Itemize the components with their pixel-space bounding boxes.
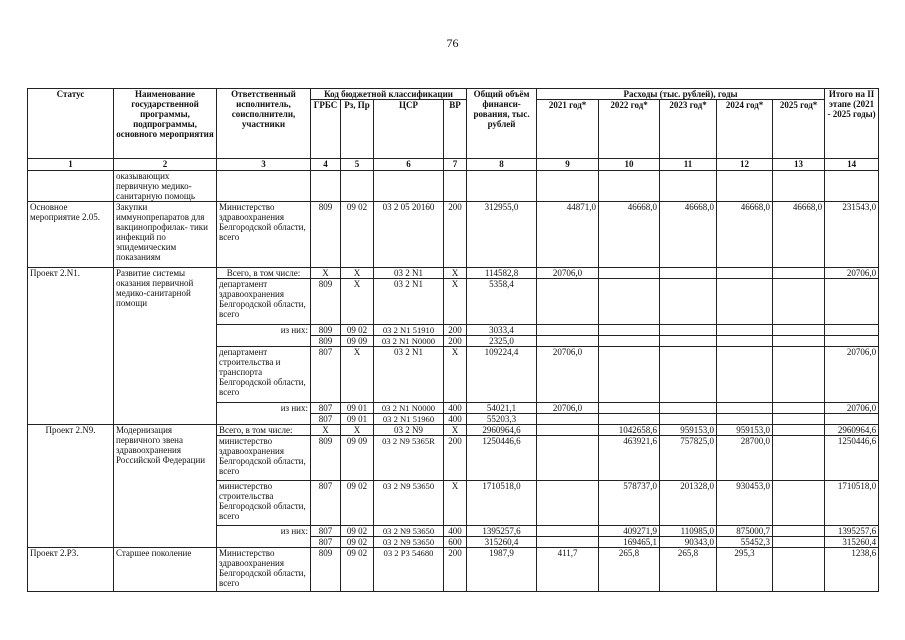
cell-empty — [825, 171, 879, 202]
cell-grbs: 809 — [311, 548, 341, 592]
cell-status: Основное мероприятие 2.05. — [28, 202, 114, 268]
col-number: 12 — [717, 159, 773, 171]
cell-empty — [374, 171, 444, 202]
cell-empty — [773, 171, 825, 202]
cell-result: 231543,0 — [825, 202, 879, 268]
col-number: 9 — [537, 159, 599, 171]
cell-empty — [537, 279, 599, 325]
cell-total: 2960964,6 — [467, 425, 537, 436]
cell-rz: 09 02 — [341, 325, 374, 336]
cell-csr: 03 2 N9 53650 — [374, 481, 444, 526]
cell-empty — [537, 537, 599, 548]
cell-rz: 09 02 — [341, 202, 374, 268]
cell-rz: 09 01 — [341, 403, 374, 414]
header-grbs: ГРБС — [311, 100, 341, 159]
cell-empty — [217, 171, 311, 202]
cell-grbs: 807 — [311, 403, 341, 414]
cell-vr: 600 — [444, 537, 467, 548]
cell-empty — [28, 171, 114, 202]
col-number: 5 — [341, 159, 374, 171]
cell-csr: 03 2 N1 N0000 — [374, 403, 444, 414]
cell-rz: X — [341, 425, 374, 436]
cell-rz: 09 09 — [341, 436, 374, 481]
cell-grbs: 809 — [311, 279, 341, 325]
cell-grbs: 807 — [311, 526, 341, 537]
cell-grbs: 809 — [311, 336, 341, 347]
cell-empty — [773, 537, 825, 548]
cell-responsible: Всего, в том числе: — [217, 268, 311, 279]
cell-empty — [599, 414, 660, 425]
cell-vr: X — [444, 347, 467, 403]
cell-result: 1395257,6 — [825, 526, 879, 537]
cell-2021: 44871,0 — [537, 202, 599, 268]
cell-empty — [660, 414, 717, 425]
cell-rz: 09 02 — [341, 481, 374, 526]
cell-empty — [444, 171, 467, 202]
cell-csr: 03 2 N9 53650 — [374, 537, 444, 548]
cell-status: Проект 2.N1. — [28, 268, 114, 425]
cell-total: 1710518,0 — [467, 481, 537, 526]
cell-empty — [717, 347, 773, 403]
cell-grbs: X — [311, 268, 341, 279]
cell-empty — [825, 325, 879, 336]
cell-grbs: 807 — [311, 347, 341, 403]
cell-empty — [717, 279, 773, 325]
cell-empty — [660, 347, 717, 403]
cell-empty — [717, 325, 773, 336]
cell-empty — [773, 325, 825, 336]
cell-total: 1395257,6 — [467, 526, 537, 537]
cell-empty — [537, 481, 599, 526]
cell-status: Проект 2.N9. — [28, 425, 114, 548]
col-number: 2 — [114, 159, 217, 171]
cell-2021: 411,7 — [537, 548, 599, 592]
cell-responsible: Всего, в том числе: — [217, 425, 311, 436]
cell-empty — [825, 336, 879, 347]
cell-vr: 400 — [444, 414, 467, 425]
table-row — [28, 268, 879, 279]
cell-vr: 200 — [444, 336, 467, 347]
cell-name: Модернизация первичного звена здравоохранения Российской Федерации — [114, 425, 217, 548]
cell-name: Закупки иммунопрепаратов для вакцинопрофилак- тики инфекций по эпидемическим показаниям — [114, 202, 217, 268]
cell-result: 2960964,6 — [825, 425, 879, 436]
cell-empty — [825, 414, 879, 425]
cell-empty — [537, 171, 599, 202]
cell-2022: 265,8 — [599, 548, 660, 592]
header-expenses-group: Расходы (тыс. рублей), годы — [537, 89, 825, 100]
cell-responsible: из них: — [217, 403, 311, 425]
header-vr: ВР — [444, 100, 467, 159]
cell-empty — [773, 481, 825, 526]
cell-empty — [660, 336, 717, 347]
cell-empty — [537, 436, 599, 481]
cell-2022: 463921,6 — [599, 436, 660, 481]
cell-2024: 46668,0 — [717, 202, 773, 268]
cell-name: Старшее поколение — [114, 548, 217, 592]
cell-responsible: министерство здравоохранения Белгородской области, всего — [217, 436, 311, 481]
col-number: 14 — [825, 159, 879, 171]
cell-csr: 03 2 N1 N0000 — [374, 336, 444, 347]
cell-result: 20706,0 — [825, 347, 879, 403]
cell-2023: 201328,0 — [660, 481, 717, 526]
cell-2024: 55452,3 — [717, 537, 773, 548]
cell-name: Развитие системы оказания первичной медико-санитарной помощи — [114, 268, 217, 425]
cell-grbs: 809 — [311, 202, 341, 268]
cell-2021: 20706,0 — [537, 268, 599, 279]
cell-2023: 959153,0 — [660, 425, 717, 436]
cell-rz: X — [341, 268, 374, 279]
cell-empty — [599, 347, 660, 403]
cell-total: 5358,4 — [467, 279, 537, 325]
cell-total: 315260,4 — [467, 537, 537, 548]
col-number: 3 — [217, 159, 311, 171]
cell-empty — [825, 279, 879, 325]
cell-total: 114582,8 — [467, 268, 537, 279]
cell-csr: 03 2 N1 51960 — [374, 414, 444, 425]
cell-responsible: из них: — [217, 526, 311, 548]
col-number: 6 — [374, 159, 444, 171]
cell-total: 55203,3 — [467, 414, 537, 425]
cell-vr: 200 — [444, 202, 467, 268]
cell-empty — [773, 425, 825, 436]
cell-responsible: департамент здравоохранения Белгородской области, всего — [217, 279, 311, 325]
cell-empty — [660, 279, 717, 325]
cell-csr: 03 2 N9 5365R — [374, 436, 444, 481]
table-row — [28, 202, 879, 268]
cell-empty — [537, 425, 599, 436]
header-2021: 2021 год* — [537, 100, 599, 159]
cell-2023: 110985,0 — [660, 526, 717, 537]
cell-total: 54021,1 — [467, 403, 537, 414]
cell-2023: 90343,0 — [660, 537, 717, 548]
cell-csr: 03 2 N1 — [374, 279, 444, 325]
cell-vr: 200 — [444, 325, 467, 336]
cell-empty — [599, 171, 660, 202]
table-header — [28, 89, 879, 171]
cell-2024: 959153,0 — [717, 425, 773, 436]
cell-rz: 09 01 — [341, 414, 374, 425]
cell-result: 1710518,0 — [825, 481, 879, 526]
header-2022: 2022 год* — [599, 100, 660, 159]
cell-empty — [717, 268, 773, 279]
cell-2024: 930453,0 — [717, 481, 773, 526]
cell-2022: 1042658,6 — [599, 425, 660, 436]
header-total: Общий объём финанси- рования, тыс. рублей — [467, 89, 537, 159]
cell-empty — [773, 279, 825, 325]
col-number: 11 — [660, 159, 717, 171]
cell-responsible: департамент строительства и транспорта Белгородской области, всего — [217, 347, 311, 403]
header-2025: 2025 год* — [773, 100, 825, 159]
cell-2024: 28700,0 — [717, 436, 773, 481]
cell-2024: 295,3 — [717, 548, 773, 592]
header-csr: ЦСР — [374, 100, 444, 159]
cell-responsible: Министерство здравоохранения Белгородской области, всего — [217, 202, 311, 268]
header-code-group: Код бюджетной классификации — [311, 89, 467, 100]
cell-empty — [773, 403, 825, 414]
cell-total: 3033,4 — [467, 325, 537, 336]
cell-empty — [773, 548, 825, 592]
cell-empty — [599, 403, 660, 414]
cell-empty — [773, 436, 825, 481]
cell-result: 1250446,6 — [825, 436, 879, 481]
cell-responsible: из них: — [217, 325, 311, 347]
cell-csr: 03 2 N1 — [374, 347, 444, 403]
header-responsible: Ответственный исполнитель, соисполнители, участники — [217, 89, 311, 159]
cell-csr: 03 2 05 20160 — [374, 202, 444, 268]
cell-2024: 875000,7 — [717, 526, 773, 537]
cell-empty — [660, 325, 717, 336]
header-result: Итого на II этапе (2021 - 2025 годы) — [825, 89, 879, 159]
cell-csr: 03 2 N9 53650 — [374, 526, 444, 537]
cell-grbs: 807 — [311, 481, 341, 526]
cell-vr: X — [444, 481, 467, 526]
cell-empty — [537, 526, 599, 537]
cell-rz: X — [341, 347, 374, 403]
cell-vr: 400 — [444, 526, 467, 537]
cell-2023: 757825,0 — [660, 436, 717, 481]
budget-table — [27, 88, 879, 592]
cell-total: 1250446,6 — [467, 436, 537, 481]
cell-rz: X — [341, 279, 374, 325]
header-status: Статус — [28, 89, 114, 159]
cell-empty — [467, 171, 537, 202]
table-row — [28, 548, 879, 592]
cell-grbs: X — [311, 425, 341, 436]
col-number: 1 — [28, 159, 114, 171]
cell-total: 109224,4 — [467, 347, 537, 403]
cell-grbs: 807 — [311, 537, 341, 548]
table-row — [28, 171, 879, 202]
cell-vr: X — [444, 268, 467, 279]
cell-2023: 46668,0 — [660, 202, 717, 268]
cell-empty — [660, 403, 717, 414]
cell-total: 2325,0 — [467, 336, 537, 347]
cell-empty — [537, 414, 599, 425]
cell-empty — [773, 268, 825, 279]
cell-empty — [599, 279, 660, 325]
cell-empty — [717, 414, 773, 425]
col-number: 13 — [773, 159, 825, 171]
cell-vr: X — [444, 279, 467, 325]
cell-grbs: 809 — [311, 325, 341, 336]
cell-2021: 20706,0 — [537, 347, 599, 403]
cell-rz: 09 02 — [341, 537, 374, 548]
cell-csr: 03 2 P3 54680 — [374, 548, 444, 592]
cell-rz: 09 02 — [341, 526, 374, 537]
column-numbers-row — [28, 159, 879, 171]
col-number: 7 — [444, 159, 467, 171]
cell-empty — [660, 268, 717, 279]
cell-status: Проект 2.P3. — [28, 548, 114, 592]
cell-responsible: Министерство здравоохранения Белгородской области, всего — [217, 548, 311, 592]
cell-result: 1238,6 — [825, 548, 879, 592]
cell-empty — [717, 336, 773, 347]
header-2024: 2024 год* — [717, 100, 773, 159]
header-2023: 2023 год* — [660, 100, 717, 159]
cell-vr: X — [444, 425, 467, 436]
cell-empty — [773, 526, 825, 537]
cell-rz: 09 09 — [341, 336, 374, 347]
col-number: 8 — [467, 159, 537, 171]
cell-vr: 200 — [444, 436, 467, 481]
cell-empty — [773, 336, 825, 347]
cell-csr: 03 2 N9 — [374, 425, 444, 436]
cell-responsible: министерство строительства Белгородской области, всего — [217, 481, 311, 526]
cell-grbs: 807 — [311, 414, 341, 425]
cell-rz: 09 02 — [341, 548, 374, 592]
cell-grbs: 809 — [311, 436, 341, 481]
cell-empty — [599, 268, 660, 279]
cell-empty — [773, 414, 825, 425]
cell-result: 20706,0 — [825, 403, 879, 414]
cell-2022: 46668,0 — [599, 202, 660, 268]
cell-empty — [717, 171, 773, 202]
header-rz: Рз, Пр — [341, 100, 374, 159]
cell-empty — [537, 325, 599, 336]
cell-vr: 200 — [444, 548, 467, 592]
cell-result: 20706,0 — [825, 268, 879, 279]
cell-empty — [660, 171, 717, 202]
cell-2025: 46668,0 — [773, 202, 825, 268]
cell-empty — [599, 325, 660, 336]
cell-2023: 265,8 — [660, 548, 717, 592]
cell-result: 315260,4 — [825, 537, 879, 548]
col-number: 4 — [311, 159, 341, 171]
cell-2022: 578737,0 — [599, 481, 660, 526]
cell-empty — [599, 336, 660, 347]
cell-empty — [717, 403, 773, 414]
cell-empty — [311, 171, 341, 202]
cell-empty — [341, 171, 374, 202]
cell-csr: 03 2 N1 51910 — [374, 325, 444, 336]
cell-name: оказывающих первичную медико- санитарную помощь — [114, 171, 217, 202]
cell-vr: 400 — [444, 403, 467, 414]
header-name: Наименование государственной программы, подпрограммы, основного мероприятия — [114, 89, 217, 159]
page-number: 76 — [446, 36, 459, 50]
cell-csr: 03 2 N1 — [374, 268, 444, 279]
cell-total: 312955,0 — [467, 202, 537, 268]
table-row — [28, 425, 879, 436]
cell-2021: 20706,0 — [537, 403, 599, 414]
cell-total: 1987,9 — [467, 548, 537, 592]
cell-empty — [537, 336, 599, 347]
cell-2022: 409271,9 — [599, 526, 660, 537]
cell-empty — [773, 347, 825, 403]
cell-2022: 169465,1 — [599, 537, 660, 548]
col-number: 10 — [599, 159, 660, 171]
